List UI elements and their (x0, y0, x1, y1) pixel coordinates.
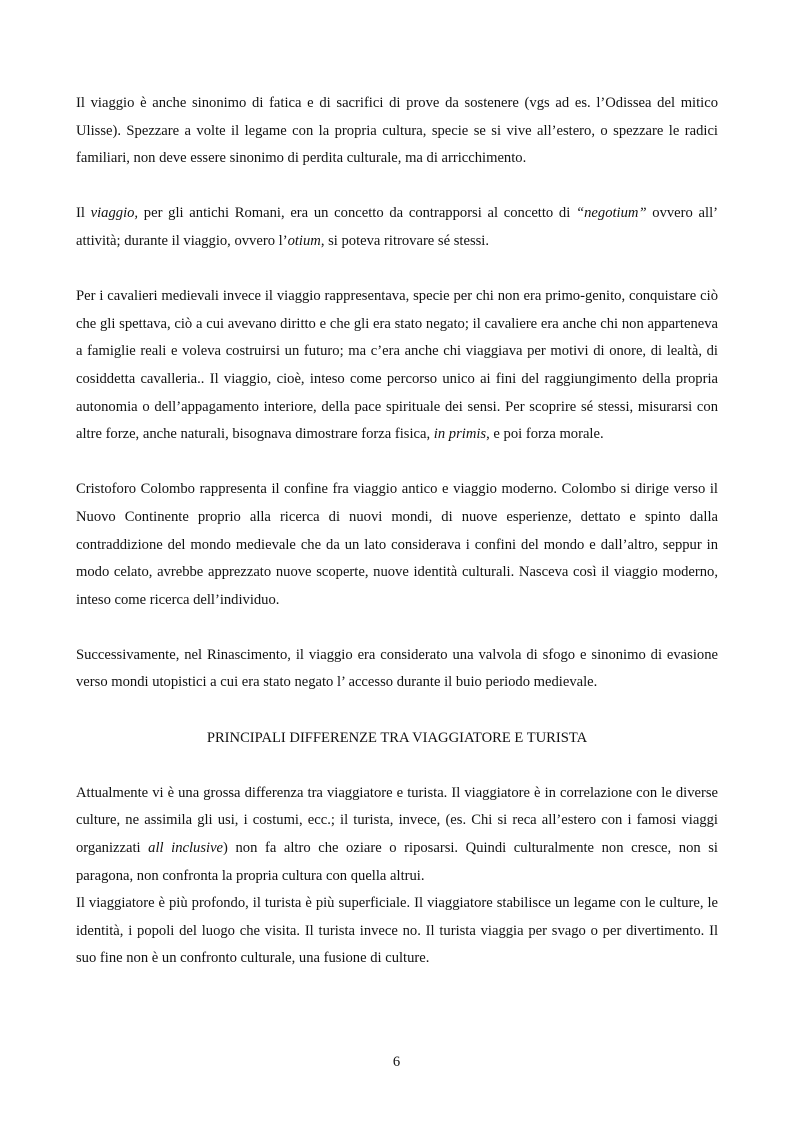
paragraph-medieval-knights: Per i cavalieri medievali invece il viaggio rappresentava, specie per chi non era primo-genito, conquistare ciò che gli spettava, ciò a cui avevano diritto e che gli era stato negato; il cavaliere era anche chi non apparteneva a famiglie reali e voleva costruirsi un futuro; ma c’era anche chi viaggiava per motivi di onore, di lealtà, di cosiddetta cavalleria.. Il viaggio, cioè, inteso come percorso unico ai fini del raggiungimento della propria autonomia o dell’appagamento interiore, della pace spirituale dei sensi. Per scoprire sé stessi, misurarsi con altre forze, anche naturali, bisognava dimostrare forza fisica, in primis, e poi forza morale. (76, 288, 718, 443)
paragraph-columbus: Cristoforo Colombo rappresenta il confine fra viaggio antico e viaggio moderno. Colombo si dirige verso il Nuovo Continente proprio alla ricerca di nuovi mondi, di nuove esperienze, dettato e spinto dalla contraddizione del mondo medievale che da un lato considerava i confini del mondo e dall’altro, seppur in modo celato, avrebbe apprezzato nuove scoperte, nuove identità culturali. Nasceva così il viaggio moderno, inteso come ricerca dell’individuo. (76, 481, 718, 608)
paragraph-traveler-depth: Il viaggiatore è più profondo, il turista è più superficiale. Il viaggiatore stabilisce un legame con le culture, le identità, i popoli del luogo che visita. Il turista invece no. Il turista viaggia per svago o per divertimento. Il suo fine non è un confronto culturale, una fusione di culture. (76, 895, 718, 967)
page-number: 6 (392, 1054, 401, 1070)
section-heading: PRINCIPALI DIFFERENZE TRA VIAGGIATORE E TURISTA (206, 729, 588, 746)
paragraph-odyssey: Il viaggio è anche sinonimo di fatica e di sacrifici di prove da sostenere (vgs ad es. l’Odissea del mitico Ulisse). Spezzare a volte il legame con la propria cultura, specie se si vive all’estero, o spezzare le radici familiari, non deve essere sinonimo di perdita culturale, ma di arricchimento. (76, 95, 718, 167)
document-body (76, 90, 718, 973)
paragraph-renaissance: Successivamente, nel Rinascimento, il viaggio era considerato una valvola di sfogo e sinonimo di evasione verso mondi utopistici a cui era stato negato l’ accesso durante il buio periodo medievale. (76, 646, 718, 691)
paragraph-traveler-vs-tourist: Attualmente vi è una grossa differenza tra viaggiatore e turista. Il viaggiatore è in correlazione con le diverse culture, ne assimila gli usi, i costumi, ecc.; il turista, invece, (es. Chi si reca all’estero con i famosi viaggi organizzati all inclusive) non fa altro che oziare o riposarsi. Quindi culturalmente non cresce, non si paragona, non confronta la propria cultura con quella altrui. (76, 784, 718, 884)
paragraph-romans: Il viaggio, per gli antichi Romani, era un concetto da contrapporsi al concetto di “negotium” ovvero all’ attività; durante il viaggio, ovvero l’otium, si poteva ritrovare sé stessi. (76, 205, 718, 249)
